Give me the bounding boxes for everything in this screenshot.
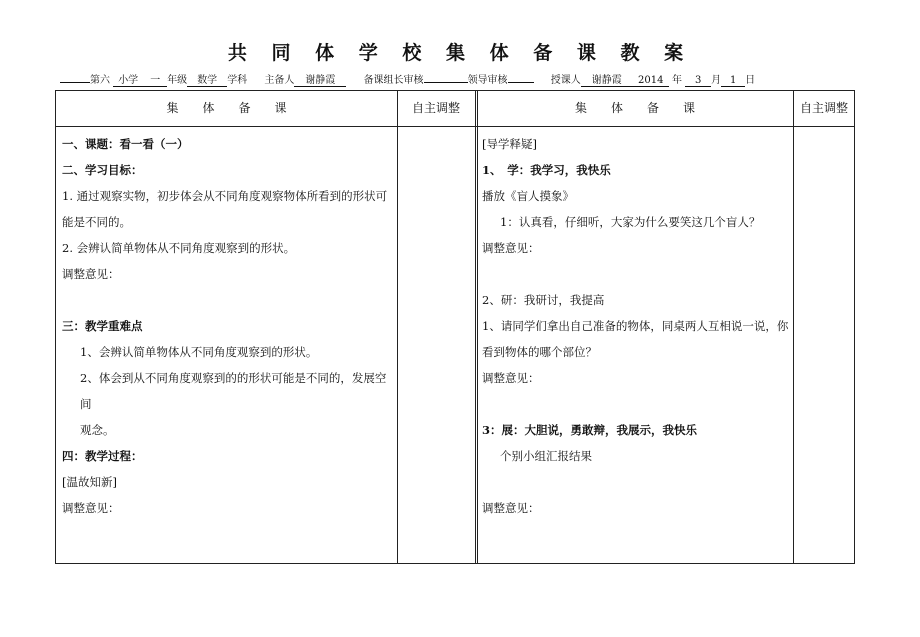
- column-divider: [475, 91, 476, 563]
- section-heading: 四：教学过程：: [62, 449, 143, 463]
- text-line: 能是不同的。: [62, 215, 131, 229]
- year-value: 2014: [633, 75, 669, 87]
- section-heading: 三：教学重难点: [62, 319, 143, 333]
- preparer-value: 谢静霞: [294, 75, 346, 87]
- header-collective-prep-right: 集 体 备 课: [574, 101, 695, 115]
- section-heading: 3：展：大胆说，勇敢辩，我展示，我快乐: [482, 423, 697, 437]
- adjustment-note: 调整意见：: [62, 501, 120, 515]
- leader-review-label: 领导审核: [467, 75, 508, 86]
- adjustment-note: 调整意见：: [62, 267, 120, 281]
- right-content-column: [482, 131, 792, 521]
- section-heading: 2、研：我研讨，我提高: [482, 293, 605, 307]
- text-line: 播放《盲人摸象》: [482, 189, 574, 203]
- text-line: 看到物体的哪个部位？: [482, 345, 597, 359]
- text-line: 2. 会辨认简单物体从不同角度观察到的形状。: [62, 241, 296, 255]
- header-info-row: [60, 71, 755, 87]
- adjustment-note: 调整意见：: [482, 501, 540, 515]
- month-value: 3: [685, 75, 711, 87]
- column-divider: [397, 91, 398, 563]
- header-divider: [56, 126, 854, 127]
- header-self-adjust-right: 自主调整: [799, 101, 848, 115]
- section-heading: 二、学习目标：: [62, 163, 143, 177]
- teacher-label: 授课人: [550, 75, 581, 86]
- grade-suffix: 年级: [167, 75, 188, 86]
- leader-review-blank: [508, 82, 534, 83]
- year-label: 年: [671, 75, 682, 86]
- text-line: 1. 通过观察实物，初步体会从不同角度观察物体所看到的形状可: [62, 189, 388, 203]
- text-line: 1：认真看，仔细听，大家为什么要笑这几个盲人？: [500, 215, 761, 229]
- group-review-blank: [424, 82, 468, 83]
- text-line: [导学释疑]: [482, 137, 537, 151]
- column-divider: [793, 91, 794, 563]
- subject-suffix: 学科: [227, 75, 248, 86]
- text-line: [温故知新]: [62, 475, 117, 489]
- lesson-topic: 一、课题：看一看（一）: [62, 137, 189, 151]
- school-blank: [60, 82, 90, 83]
- adjustment-note: 调整意见：: [482, 371, 540, 385]
- left-content-column: [62, 131, 394, 521]
- text-line: 个别小组汇报结果: [500, 449, 592, 463]
- school-value: 第六: [90, 75, 110, 86]
- text-line: 2、体会到从不同角度观察到的的形状可能是不同的，发展空间: [80, 371, 387, 411]
- header-collective-prep-left: 集 体 备 课: [166, 101, 287, 115]
- grade-value: 一: [143, 75, 167, 87]
- school-suffix: 小学: [113, 75, 143, 87]
- column-divider: [477, 91, 478, 563]
- text-line: 1、会辨认简单物体从不同角度观察到的形状。: [80, 345, 318, 359]
- subject-value: 数学: [187, 75, 227, 87]
- text-line: 1、请同学们拿出自己准备的物体，同桌两人互相说一说，你: [482, 319, 789, 333]
- text-line: 观念。: [80, 423, 115, 437]
- section-heading: 1、 学：我学习，我快乐: [482, 163, 611, 177]
- teacher-value: 谢静霞: [581, 75, 633, 87]
- document-title: 共 同 体 学 校 集 体 备 课 教 案: [227, 42, 693, 64]
- month-label: 月: [711, 75, 722, 86]
- group-review-label: 备课组长审核: [363, 75, 424, 86]
- day-value: 1: [721, 75, 745, 87]
- day-label: 日: [745, 75, 756, 86]
- header-self-adjust-left: 自主调整: [411, 101, 460, 115]
- preparer-label: 主备人: [264, 75, 295, 86]
- lesson-plan-table: [55, 90, 855, 564]
- adjustment-note: 调整意见：: [482, 241, 540, 255]
